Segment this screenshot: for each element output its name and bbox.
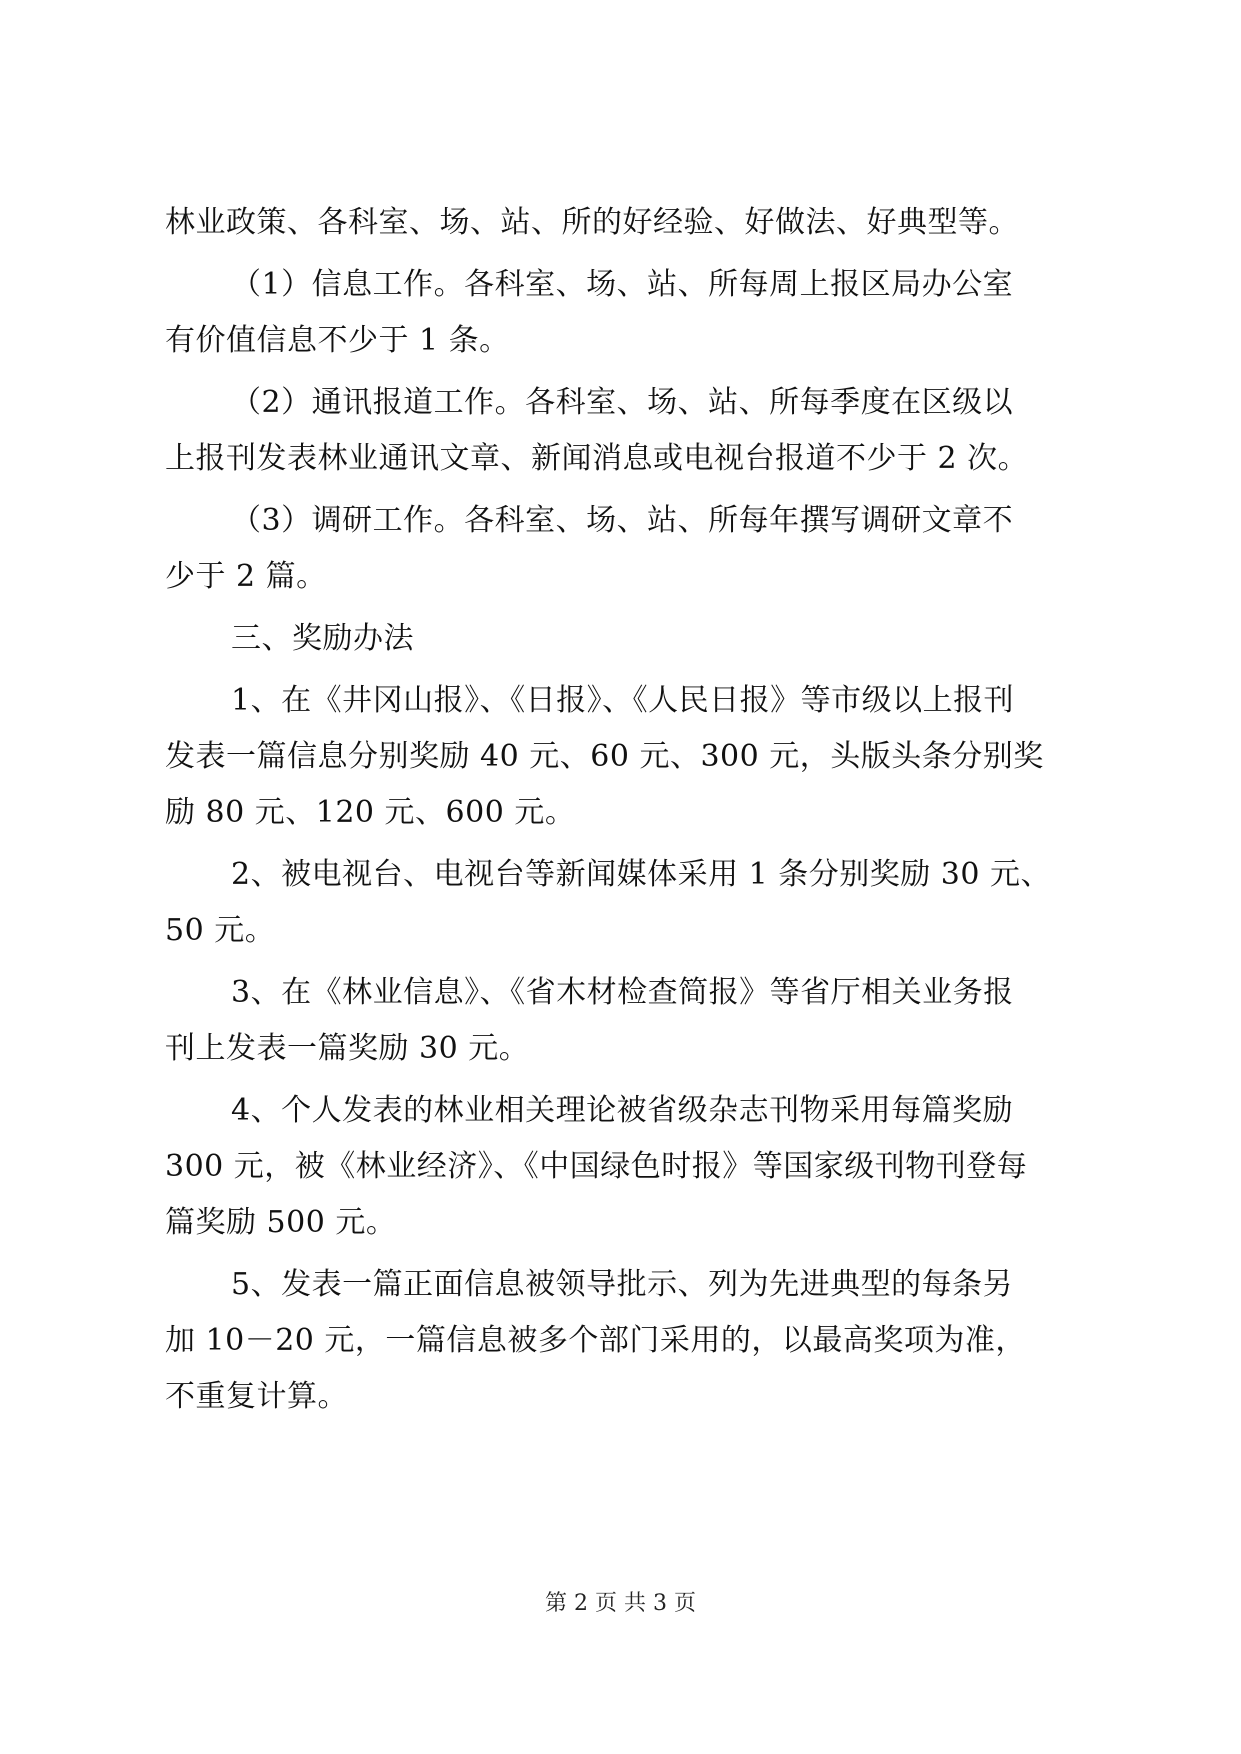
text-line: 少于 2 篇。	[165, 559, 327, 594]
text-line: 加 10－20 元，一篇信息被多个部门采用的，以最高奖项为准，	[165, 1323, 1026, 1358]
text-line: 刊上发表一篇奖励 30 元。	[165, 1031, 530, 1066]
text-line: 有价值信息不少于 1 条。	[165, 323, 510, 358]
paragraph	[165, 195, 1085, 251]
text-line: 上报刊发表林业通讯文章、新闻消息或电视台报道不少于 2 次。	[165, 441, 1029, 476]
paragraph	[165, 611, 1085, 667]
text-line: （3）调研工作。各科室、场、站、所每年撰写调研文章不	[231, 503, 1014, 538]
text-line: 三、奖励办法	[231, 621, 414, 656]
paragraph	[165, 847, 1085, 959]
text-line: （2）通讯报道工作。各科室、场、站、所每季度在区级以	[231, 385, 1014, 420]
text-line: （1）信息工作。各科室、场、站、所每周上报区局办公室	[231, 267, 1014, 302]
page-footer: 第 2 页 共 3 页	[545, 1591, 696, 1616]
text-line: 3、在《林业信息》、《省木材检查简报》等省厅相关业务报	[231, 975, 1014, 1010]
text-line: 300 元，被《林业经济》、《中国绿色时报》等国家级刊物刊登每	[165, 1149, 1028, 1184]
text-line: 篇奖励 500 元。	[165, 1205, 397, 1240]
text-line: 4、个人发表的林业相关理论被省级杂志刊物采用每篇奖励	[231, 1093, 1014, 1128]
text-line: 5、发表一篇正面信息被领导批示、列为先进典型的每条另	[231, 1267, 1014, 1302]
paragraph	[165, 673, 1085, 841]
paragraph	[165, 257, 1085, 369]
paragraph	[165, 375, 1085, 487]
text-line: 1、在《井冈山报》、《日报》、《人民日报》等市级以上报刊	[231, 683, 1015, 718]
text-line: 50 元。	[165, 913, 276, 948]
text-line: 林业政策、各科室、场、站、所的好经验、好做法、好典型等。	[165, 205, 1019, 240]
text-line: 励 80 元、120 元、600 元。	[165, 795, 576, 830]
paragraph	[165, 1083, 1085, 1251]
document-body	[165, 195, 1085, 1431]
text-line: 不重复计算。	[165, 1379, 348, 1414]
text-line: 2、被电视台、电视台等新闻媒体采用 1 条分别奖励 30 元、	[231, 857, 1051, 892]
text-line: 发表一篇信息分别奖励 40 元、60 元、300 元，头版头条分别奖	[165, 739, 1044, 774]
paragraph	[165, 965, 1085, 1077]
paragraph	[165, 493, 1085, 605]
paragraph	[165, 1257, 1085, 1425]
